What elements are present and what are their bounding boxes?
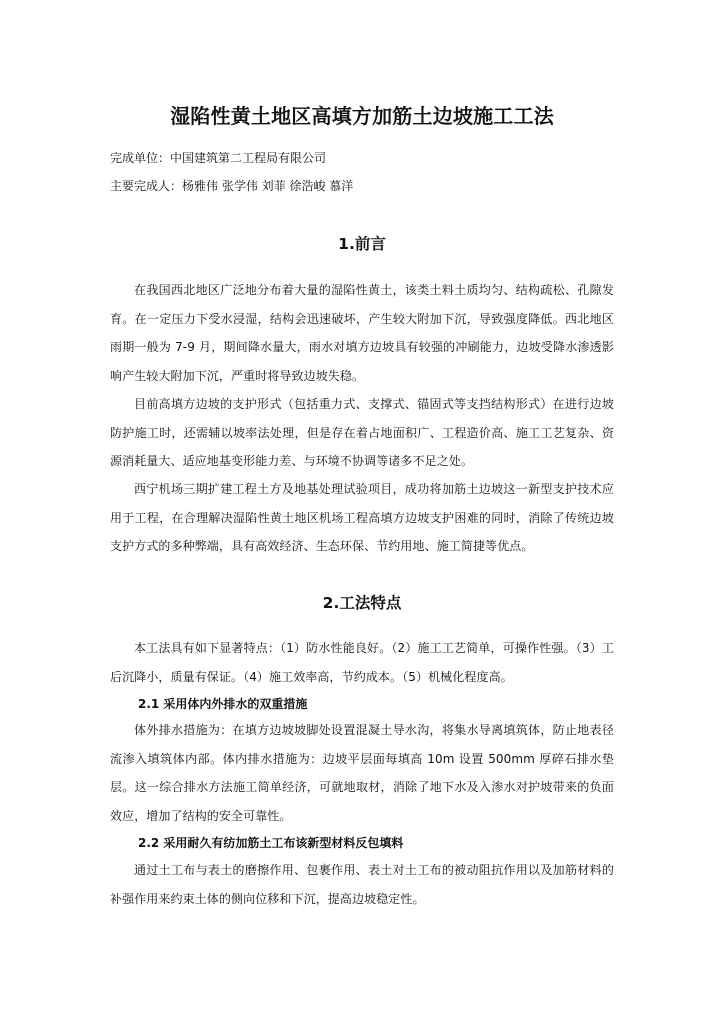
geotextile-paragraph: 通过土工布与表土的磨擦作用、包裹作用、表土对土工布的被动阻抗作用以及加筋材料的补强作用来约束土体的侧向位移和下沉，提高边坡稳定性。 bbox=[110, 863, 614, 906]
main-authors: 主要完成人：杨雅伟 张学伟 刘菲 徐浩峻 慕洋 bbox=[110, 179, 354, 193]
preface-paragraph-1: 在我国西北地区广泛地分布着大量的湿陷性黄土，该类土料土质均匀、结构疏松、孔隙发育。在一定压力下受水浸湿，结构会迅速破坏，产生较大附加下沉，导致强度降低。西北地区雨期一般为 7-9 月，期间降水量大，雨水对填方边坡具有较强的冲刷能力，边坡受降水渗透影响产生较大附加下沉，严重时将导致边坡失稳。 bbox=[110, 283, 614, 383]
drainage-paragraph: 体外排水措施为：在填方边坡坡脚处设置混凝土导水沟，将集水导离填筑体，防止地表径流渗入填筑体内部。体内排水措施为：边坡平层面每填高 10m 设置 500mm 厚碎石排水垫层。这一综合排水方法施工简单经济，可就地取材，消除了地下水及入渗水对护坡带来的负面效应，增加了结构的安全可靠性。 bbox=[110, 723, 614, 823]
subsection-heading-drainage: 2.1 采用体内外排水的双重措施 bbox=[138, 697, 308, 711]
preface-paragraph-2: 目前高填方边坡的支护形式（包括重力式、支撑式、锚固式等支挡结构形式）在进行边坡防护施工时，还需辅以坡率法处理，但是存在着占地面积广、工程造价高、施工工艺复杂、资源消耗量大、适应地基变形能力差、与环境不协调等诸多不足之处。 bbox=[110, 397, 614, 468]
section-heading-preface: 1.前言 bbox=[338, 235, 386, 253]
section-heading-features: 2.工法特点 bbox=[322, 594, 402, 612]
subsection-heading-geotextile: 2.2 采用耐久有纺加筋土工布该新型材料反包填料 bbox=[138, 836, 404, 850]
preface-paragraph-3: 西宁机场三期扩建工程土方及地基处理试验项目，成功将加筋土边坡这一新型支护技术应用于工程，在合理解决湿陷性黄土地区机场工程高填方边坡支护困难的同时，消除了传统边坡支护方式的多种弊端，具有高效经济、生态环保、节约用地、施工简捷等优点。 bbox=[110, 482, 614, 553]
completion-unit: 完成单位：中国建筑第二工程局有限公司 bbox=[110, 151, 327, 165]
features-intro-paragraph: 本工法具有如下显著特点：（1）防水性能良好。（2）施工工艺简单，可操作性强。（3）工后沉降小，质量有保证。（4）施工效率高，节约成本。（5）机械化程度高。 bbox=[110, 641, 614, 684]
document-title: 湿陷性黄土地区高填方加筋土边坡施工工法 bbox=[170, 104, 554, 128]
